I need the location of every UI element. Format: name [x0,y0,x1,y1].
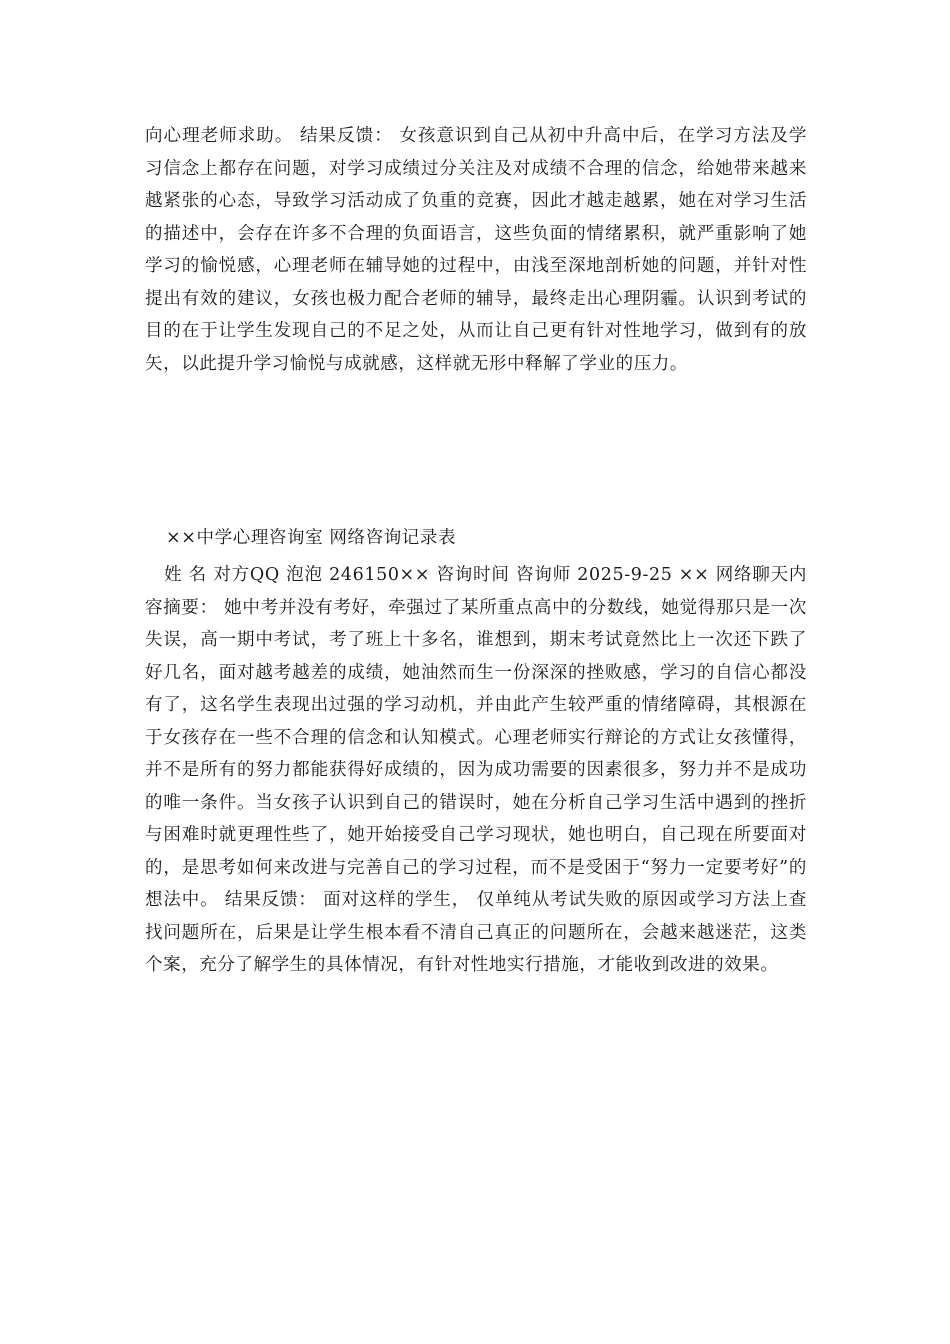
counseling-result-paragraph: 向心理老师求助。 结果反馈： 女孩意识到自己从初中升高中后，在学习方法及学习信念上都存在问题，对学习成绩过分关注及对成绩不合理的信念，给她带来越来越紧张的心态，导致学习活动成了负重的竞赛，因此才越走越累，她在对学习生活的描述中，会存在许多不合理的负面语言，这些负面的情绪累积，就严重影响了她学习的愉悦感，心理老师在辅导她的过程中，由浅至深地剖析她的问题，并针对性提出有效的建议，女孩也极力配合老师的辅导，最终走出心理阴霾。认识到考试的目的在于让学生发现自己的不足之处，从而让自己更有针对性地学习，做到有的放矢，以此提升学习愉悦与成就感，这样就无形中释解了学业的压力。 [145,126,807,374]
record-table-title: ××中学心理咨询室 网络咨询记录表 [166,528,457,548]
online-consultation-record-paragraph: 姓 名 对方QQ 泡泡 246150×× 咨询时间 咨询师 2025-9-25 ×× 网络聊天内容摘要： 她中考并没有考好，牵强过了某所重点高中的分数线，她觉得那只是一次失误，高一期中考试，考了班上十多名，谁想到，期末考试竟然比上一次还下跌了好几名，面对越考越差的成绩，她油然而生一份深深的挫败感，学习的自信心都没有了，这名学生表现出过强的学习动机，并由此产生较严重的情绪障碍，其根源在于女孩存在一些不合理的信念和认知模式。心理老师实行辩论的方式让女孩懂得，并不是所有的努力都能获得好成绩的，因为成功需要的因素很多，努力并不是成功的唯一条件。当女孩子认识到自己的错误时，她在分析自己学习生活中遇到的挫折与困难时就更理性些了，她开始接受自己学习现状，她也明白，自己现在所要面对的，是思考如何来改进与完善自己的学习过程，而不是受困于“努力一定要考好”的想法中。 结果反馈： 面对这样的学生， 仅单纯从考试失败的原因或学习方法上查找问题所在，后果是让学生根本看不清自己真正的问题所在，会越来越迷茫，这类个案，充分了解学生的具体情况，有针对性地实行措施，才能收到改进的效果。 [145,565,807,975]
